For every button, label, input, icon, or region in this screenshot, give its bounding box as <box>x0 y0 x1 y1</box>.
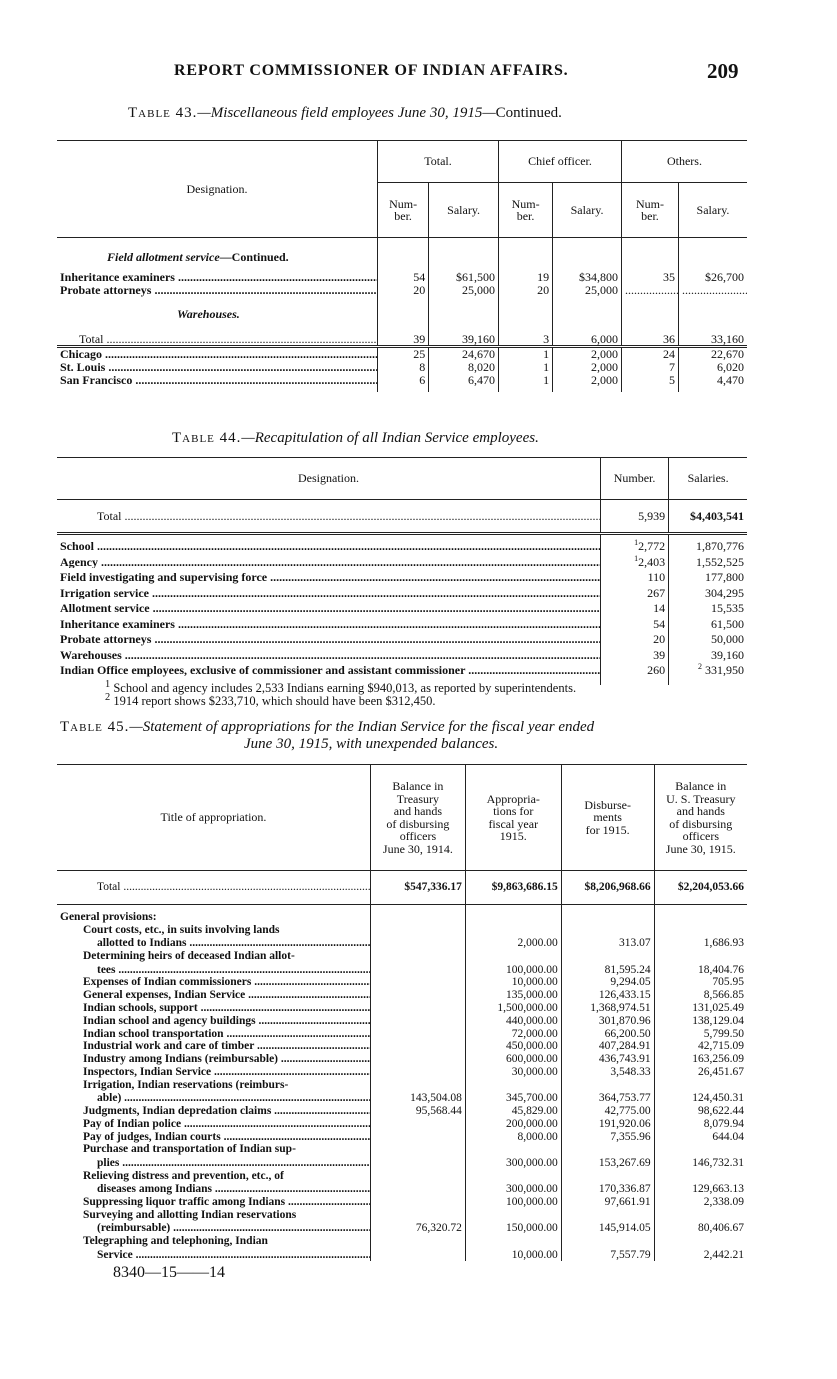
table-row: Warehouses ..... 39 39,160 <box>57 646 747 662</box>
table-row: diseases among Indians ..... 300,000.00 170,336.87 129,663.13 <box>57 1182 747 1196</box>
table-row: Agency ..... $^1$2,403 1,552,525 <box>57 553 747 569</box>
t43-group-chief: Chief officer. <box>499 141 622 183</box>
t43-section-label: Field allotment service—Continued. <box>107 250 289 264</box>
t43-sub-salary: Salary. <box>678 183 747 238</box>
t43-sub-number: Num- ber. <box>621 183 678 238</box>
t44-total-row: Total ..... 5,939 $4,403,541 <box>57 500 747 534</box>
table-row-continuation: Purchase and transportation of Indian sup- <box>57 1143 747 1156</box>
t43-group-others: Others. <box>621 141 747 183</box>
page-number: 209 <box>707 59 739 83</box>
table-row: able) ..... 143,504.08 345,700.00 364,753.77 124,450.31 <box>57 1091 747 1105</box>
table-row: Indian school and agency buildings ..... 440,000.00 301,870.96 138,129.04 <box>57 1014 747 1027</box>
t45-col-appropriations: Appropria- tions for fiscal year 1915. <box>465 765 561 871</box>
t43-col-designation: Designation. <box>186 181 248 196</box>
t45-col-balance-1914: Balance in Treasury and hands of disbursing officers June 30, 1914. <box>371 765 466 871</box>
table-row: Pay of Indian police ..... 200,000.00 191,920.06 8,079.94 <box>57 1118 747 1131</box>
footnote-2: $^2$ 1914 report shows $233,710, which should have been $312,450. <box>105 692 436 709</box>
table45 <box>57 764 747 1261</box>
table-row: allotted to Indians ..... 2,000.00 313.07 1,686.93 <box>57 936 747 950</box>
table-row: General expenses, Indian Service ..... 135,000.00 126,433.15 8,566.85 <box>57 989 747 1002</box>
table-row: Inheritance examiners ..... 54 61,500 <box>57 615 747 631</box>
t44-col-number: Number. <box>601 458 669 500</box>
table-row: Expenses of Indian commissioners ..... 10,000.00 9,294.05 705.95 <box>57 976 747 989</box>
table-row-continuation: Relieving distress and prevention, etc., of <box>57 1169 747 1182</box>
table44 <box>57 457 747 685</box>
table-row-continuation: Irrigation, Indian reservations (reimburs- <box>57 1078 747 1091</box>
table-row: Allotment service ..... 14 15,535 <box>57 599 747 615</box>
table-row-continuation: Court costs, etc., in suits involving lands <box>57 924 747 937</box>
table-row-continuation: Telegraphing and telephoning, Indian <box>57 1235 747 1248</box>
table44-caption: Table 44.—Recapitulation of all Indian Service employees. <box>172 430 539 446</box>
table-row-continuation: Determining heirs of deceased Indian allot- <box>57 950 747 963</box>
table-row: Industry among Indians (reimbursable) ..... 600,000.00 436,743.91 163,256.09 <box>57 1053 747 1066</box>
running-title: REPORT COMMISSIONER OF INDIAN AFFAIRS. <box>174 62 569 79</box>
table-row-continuation: Surveying and allotting Indian reservations <box>57 1209 747 1222</box>
t43-group-total: Total. <box>378 141 499 183</box>
t45-col-balance-1915: Balance in U. S. Treasury and hands of disbursing officers June 30, 1915. <box>654 765 747 871</box>
printer-signature: 8340—15——14 <box>113 1264 225 1281</box>
table-row: Field investigating and supervising force ..... 110 177,800 <box>57 568 747 584</box>
table-row: Judgments, Indian depredation claims ..... 95,568.44 45,829.00 42,775.00 98,622.44 <box>57 1105 747 1118</box>
table-row: Chicago ..... 25 24,670 1 2,000 24 22,670 <box>57 347 747 361</box>
t45-total-row: Total ..... $547,336.17 $9,863,686.15 $8,206,968.66 $2,204,053.66 <box>57 871 747 905</box>
table45-caption-line2: June 30, 1915, with unexpended balances. <box>244 736 499 752</box>
t43-sub-number: Num- ber. <box>499 183 553 238</box>
table-row: Probate attorneys ..... 20 50,000 <box>57 630 747 646</box>
table-row: Irrigation service ..... 267 304,295 <box>57 584 747 600</box>
t43-sub-number: Num- ber. <box>378 183 429 238</box>
t43-section-warehouses: Warehouses. <box>177 307 240 321</box>
table-row: Indian Office employees, exclusive of commissioner and assistant commissioner ..... 260 $^2$ 331,950 <box>57 661 747 677</box>
t44-col-salaries: Salaries. <box>669 458 747 500</box>
table43-caption: Table 43.—Miscellaneous field employees June 30, 1915—Continued. <box>128 105 562 121</box>
t43-total-row: Total ..... 39 39,160 3 6,000 36 33,160 <box>57 321 747 347</box>
table-row: Probate attorneys ..... 20 25,000 20 25,000 ..... ..... <box>57 284 747 297</box>
table-row: St. Louis ..... 8 8,020 1 2,000 7 6,020 <box>57 361 747 374</box>
table-row: San Francisco ..... 6 6,470 1 2,000 5 4,470 <box>57 374 747 392</box>
table-row: (reimbursable) ..... 76,320.72 150,000.00 145,914.05 80,406.67 <box>57 1221 747 1235</box>
table-row: Indian schools, support ..... 1,500,000.00 1,368,974.51 131,025.49 <box>57 1002 747 1015</box>
table-row: Pay of judges, Indian courts ..... 8,000.00 7,355.96 644.04 <box>57 1130 747 1143</box>
t45-col-title: Title of appropriation. <box>160 810 267 825</box>
table-row: plies ..... 300,000.00 153,267.69 146,732.31 <box>57 1156 747 1170</box>
table-row: School ..... $^1$2,772 1,870,776 <box>57 534 747 553</box>
table43 <box>57 140 747 392</box>
table-row: Suppressing liquor traffic among Indians ..... 100,000.00 97,661.91 2,338.09 <box>57 1196 747 1209</box>
t43-sub-salary: Salary. <box>429 183 499 238</box>
table-row: Service ..... 10,000.00 7,557.79 2,442.21 <box>57 1248 747 1262</box>
table-row: Inspectors, Indian Service ..... 30,000.00 3,548.33 26,451.67 <box>57 1066 747 1079</box>
table-row: Inheritance examiners ..... 54 $61,500 19 $34,800 35 $26,700 <box>57 264 747 284</box>
t43-sub-salary: Salary. <box>553 183 622 238</box>
table-row: Indian school transportation ..... 72,000.00 66,200.50 5,799.50 <box>57 1027 747 1040</box>
footnote-1: $^1$ School and agency includes 2,533 Indians earning $940,013, as reported by superintendents. <box>105 679 577 696</box>
table-row: Industrial work and care of timber ..... 450,000.00 407,284.91 42,715.09 <box>57 1040 747 1053</box>
t45-col-disbursements: Disburse- ments for 1915. <box>561 765 654 871</box>
table-row: tees ..... 100,000.00 81,595.24 18,404.76 <box>57 963 747 977</box>
table45-caption: Table 45.—Statement of appropriations for the Indian Service for the fiscal year ended <box>60 719 595 735</box>
t45-section-general: General provisions: <box>60 911 157 923</box>
t44-col-designation: Designation. <box>298 471 359 486</box>
